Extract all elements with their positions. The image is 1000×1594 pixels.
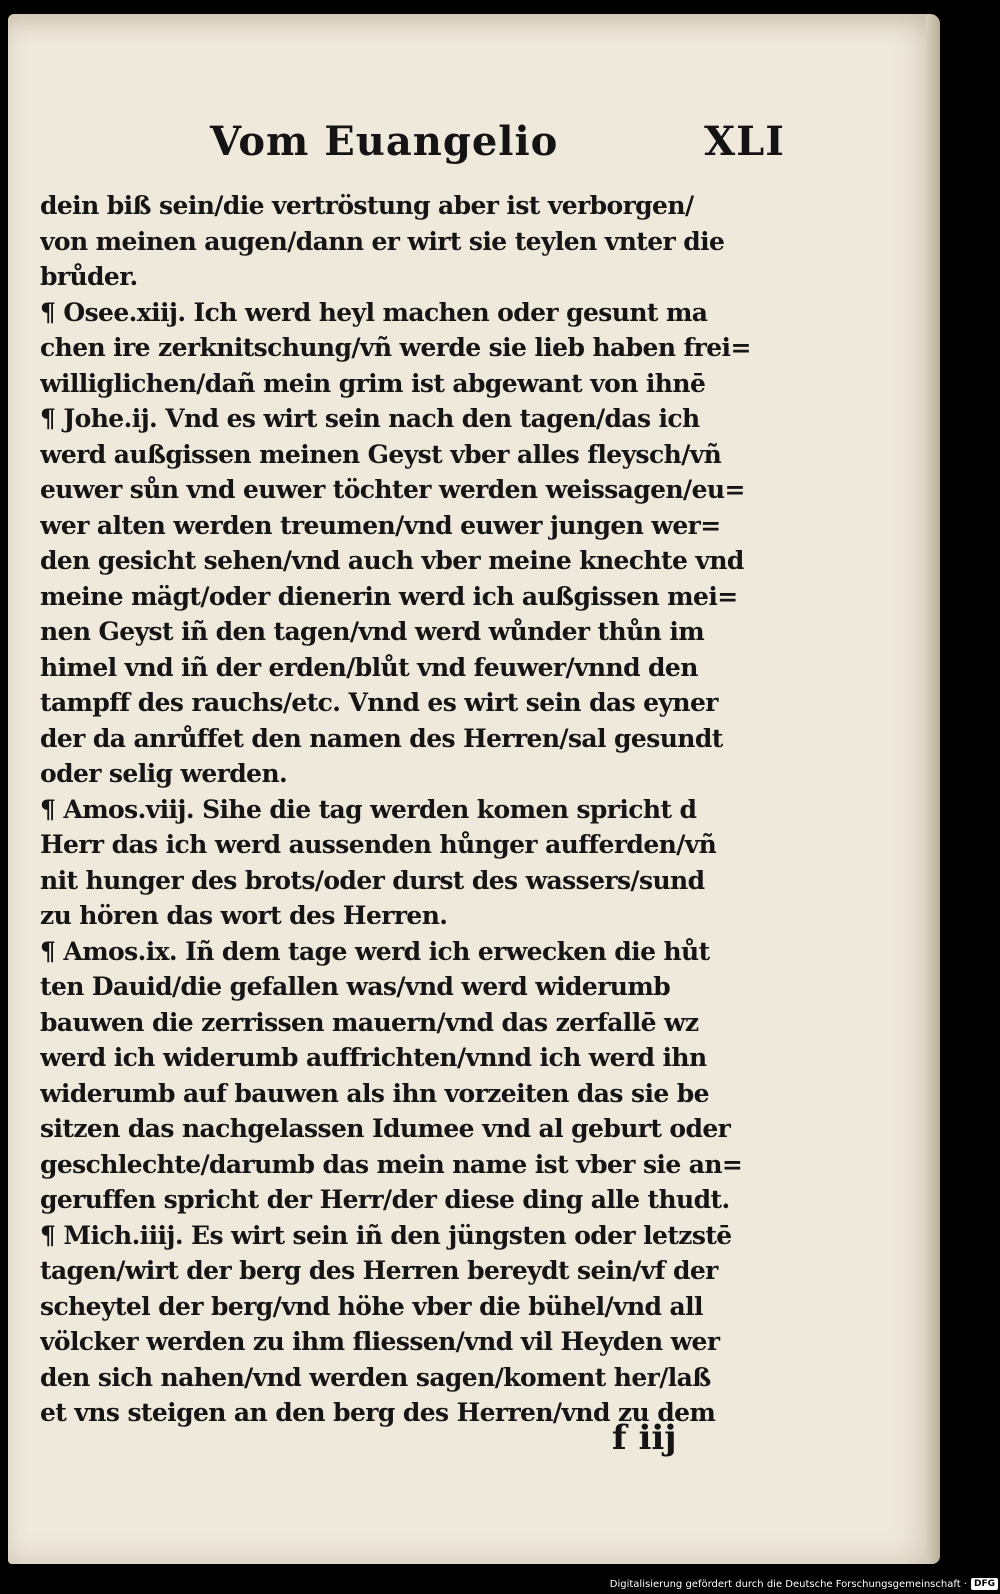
text-line: wer alten werden treumen/vnd euwer jungen wer= [40, 510, 721, 540]
text-line: sitzen das nachgelassen Idumee vnd al geburt oder [40, 1114, 731, 1143]
text-line: tagen/wirt der berg des Herren bereydt sein/vf der [40, 1256, 718, 1285]
running-title: Vom Euangelio [210, 118, 559, 165]
text-line: Herr das ich werd aussenden hůnger aufferden/vñ [40, 830, 717, 859]
text-line: euwer sůn vnd euwer töchter werden weissagen/eu= [40, 475, 745, 504]
page-header [210, 118, 785, 178]
text-line: der da anrůffet den namen des Herren/sal gesundt [40, 723, 723, 753]
text-line: von meinen augen/dann er wirt sie teylen vnter die [40, 226, 725, 256]
text-line: himel vnd iñ der erden/blůt vnd feuwer/vnnd den [40, 652, 698, 682]
text-line: den gesicht sehen/vnd auch vber meine knechte vnd [40, 546, 744, 575]
signature-mark: f iij [612, 1418, 677, 1458]
text-line: den sich nahen/vnd werden sagen/koment her/laß [40, 1362, 711, 1392]
body-text [40, 188, 800, 1431]
text-line: ¶ Johe.ij. Vnd es wirt sein nach den tagen/das ich [40, 404, 700, 433]
text-line: meine mägt/oder dienerin werd ich außgissen mei= [40, 581, 738, 611]
text-line: nen Geyst iñ den tagen/vnd werd wůnder thůn im [40, 617, 705, 646]
text-line: nit hunger des brots/oder durst des wassers/sund [40, 865, 705, 895]
text-line: ¶ Osee.xiij. Ich werd heyl machen oder gesunt ma [40, 297, 708, 327]
text-line: ¶ Amos.viij. Sihe die tag werden komen spricht d [40, 794, 697, 824]
text-line: tampff des rauchs/etc. Vnnd es wirt sein das eyner [40, 688, 718, 717]
footer-credit: Digitalisierung gefördert durch die Deutsche Forschungsgemeinschaft · [609, 1578, 967, 1590]
text-line: oder selig werden. [40, 759, 288, 788]
text-line: zu hören das wort des Herren. [40, 901, 448, 930]
page-edge [926, 14, 940, 1564]
text-line: ¶ Amos.ix. Iñ dem tage werd ich erwecken die hůt [40, 936, 710, 966]
text-line: chen ire zerknitschung/vñ werde sie lieb haben frei= [40, 333, 751, 362]
dfg-logo-icon: DFG [971, 1578, 998, 1590]
text-line: scheytel der berg/vnd höhe vber die bühel/vnd all [40, 1291, 703, 1321]
text-line: werd außgissen meinen Geyst vber alles fleysch/vñ [40, 439, 722, 469]
text-line: werd ich widerumb auffrichten/vnnd ich werd ihn [40, 1043, 707, 1072]
text-line: brůder. [40, 262, 138, 291]
text-line: dein biß sein/die vertröstung aber ist verborgen/ [40, 191, 694, 220]
text-line: et vns steigen an den berg des Herren/vnd zu dem [40, 1398, 716, 1427]
text-line: widerumb auf bauwen als ihn vorzeiten das sie be [40, 1078, 709, 1108]
text-line: williglichen/dañ mein grim ist abgewant von ihnē [40, 368, 706, 398]
text-line: geruffen spricht der Herr/der diese ding alle thudt. [40, 1185, 730, 1214]
folio-number: XLI [704, 118, 785, 165]
footer-bar [600, 1574, 998, 1594]
text-line: geschlechte/darumb das mein name ist vber sie an= [40, 1149, 743, 1179]
text-line: bauwen die zerrissen mauern/vnd das zerfallē wz [40, 1007, 699, 1037]
text-line: ¶ Mich.iiij. Es wirt sein iñ den jüngsten oder letzstē [40, 1220, 732, 1250]
text-line: ten Dauid/die gefallen was/vnd werd widerumb [40, 972, 671, 1001]
text-line: völcker werden zu ihm fliessen/vnd vil Heyden wer [40, 1327, 720, 1356]
